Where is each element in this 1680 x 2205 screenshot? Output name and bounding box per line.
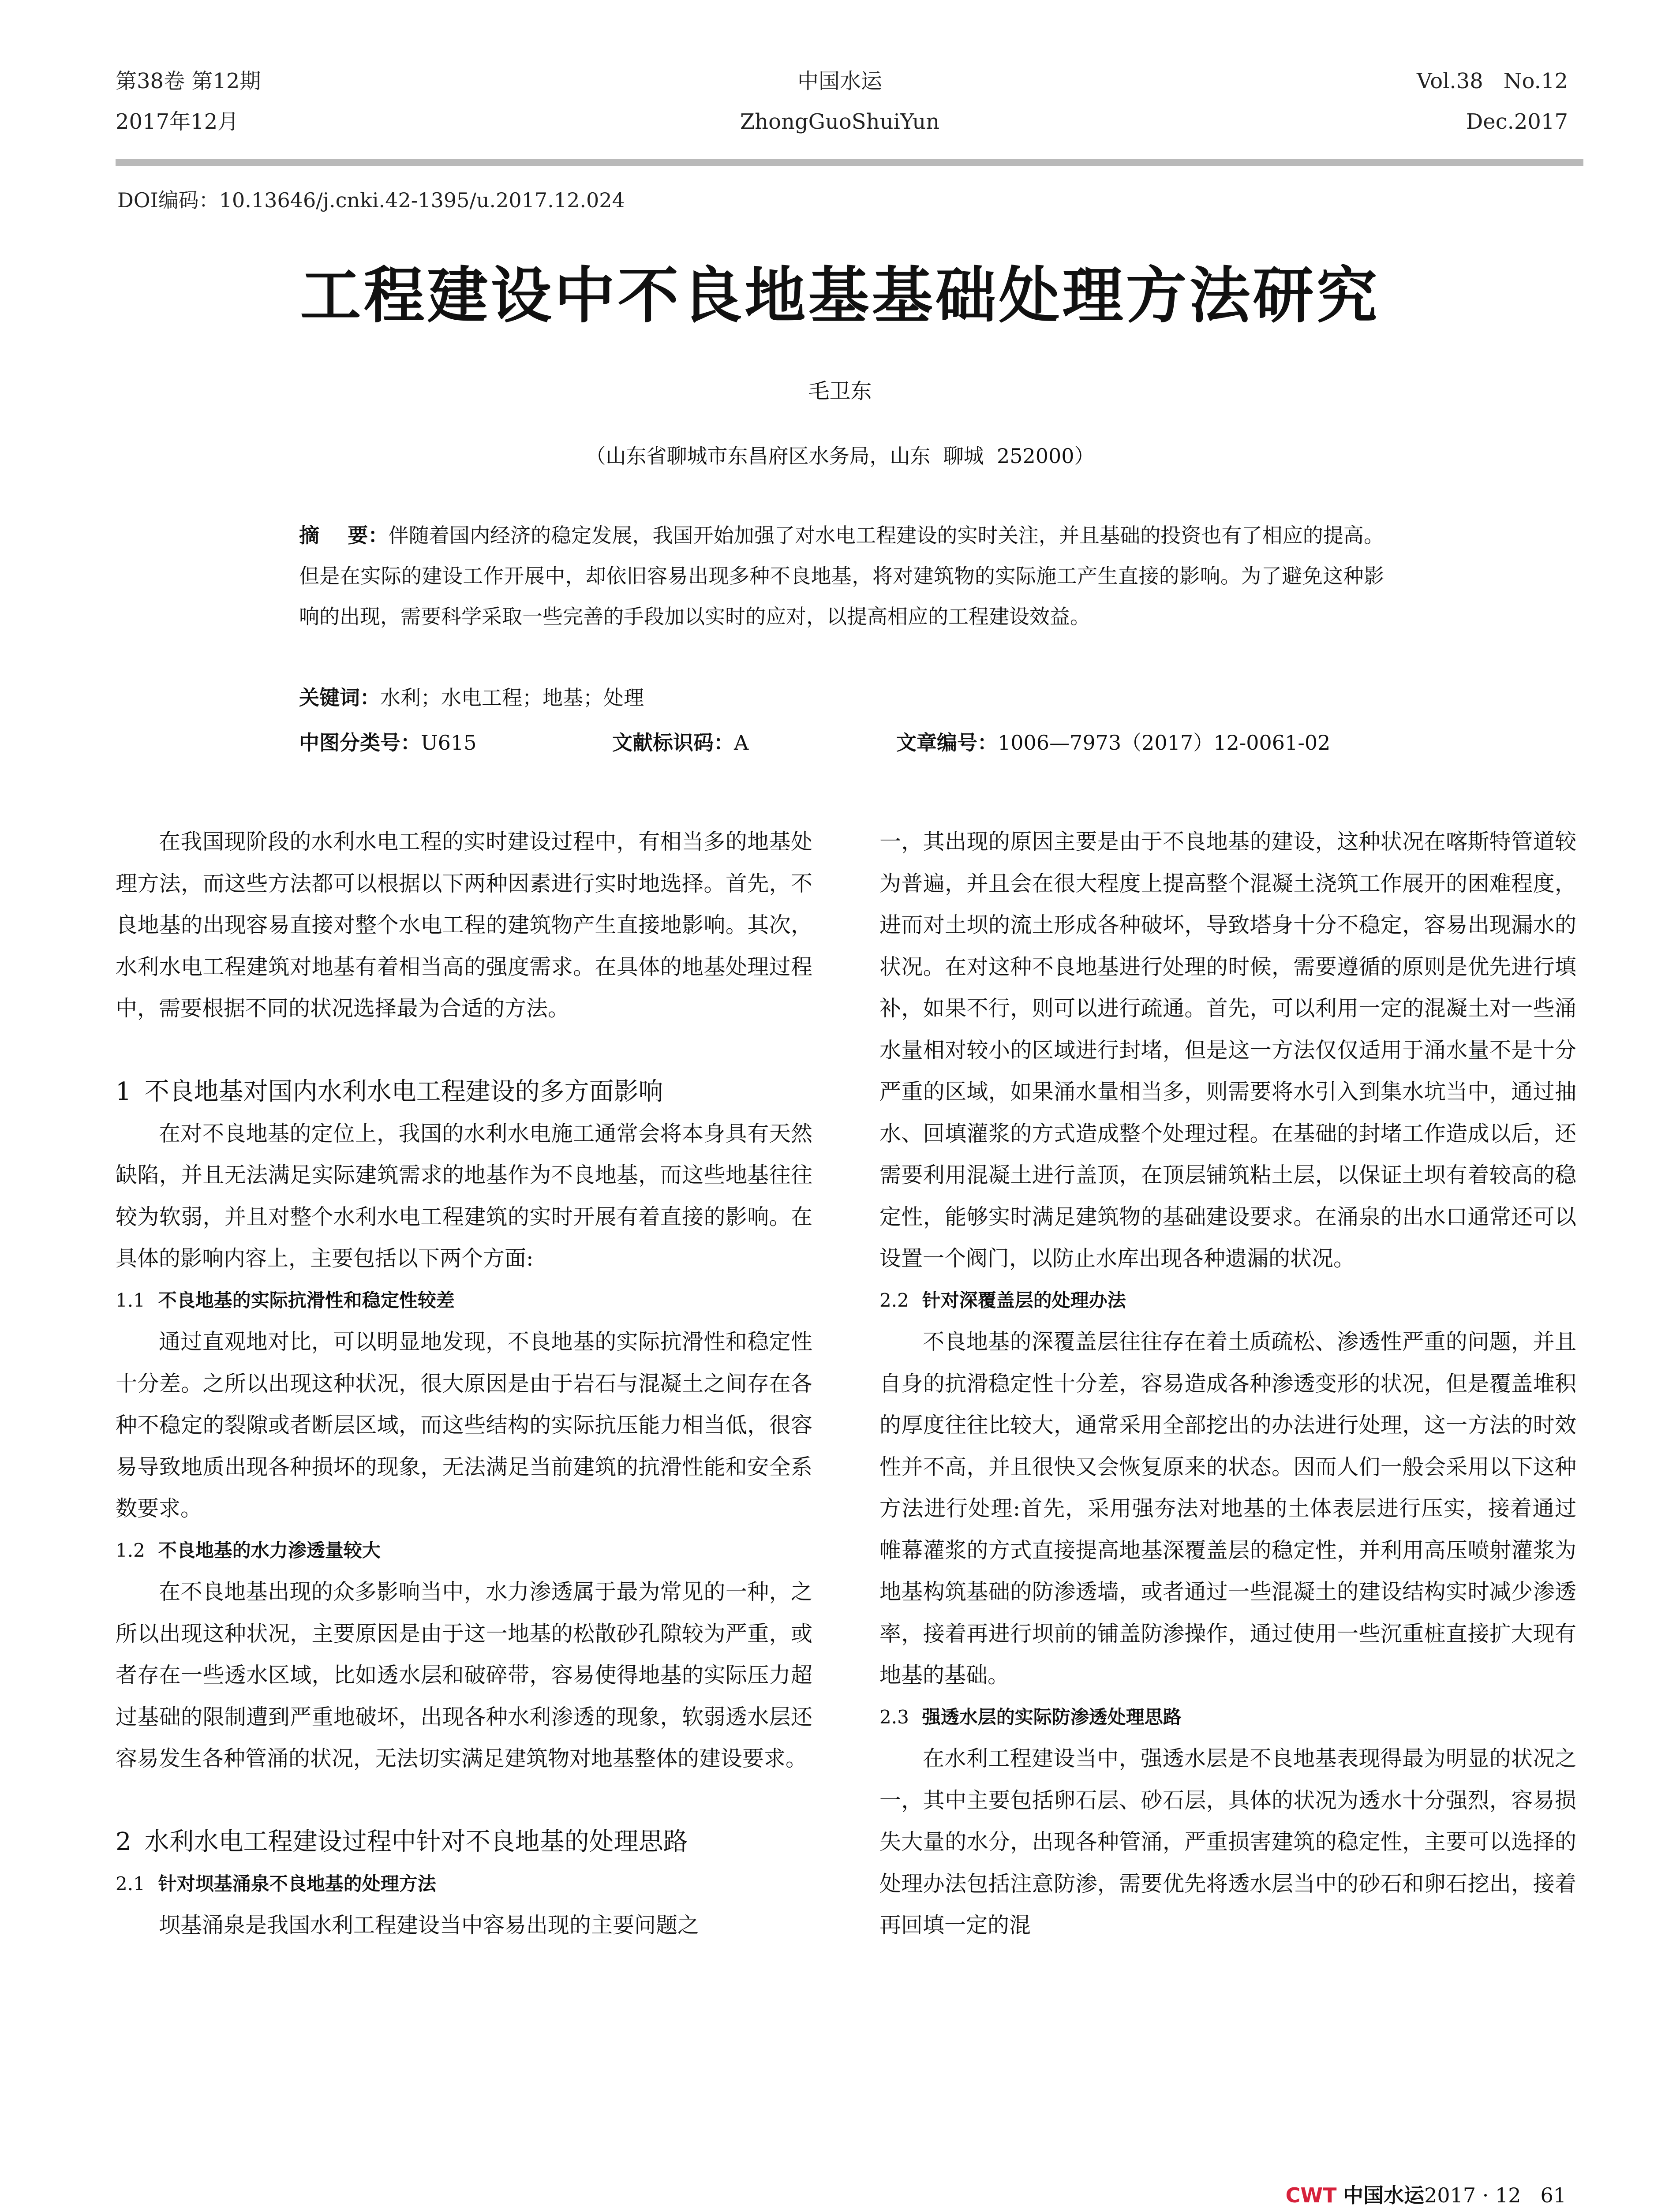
section-2-2-heading xyxy=(879,1280,1576,1322)
footer-issue: 2017 · 12 xyxy=(1424,2183,1521,2205)
page-number: 61 xyxy=(1540,2183,1566,2205)
header-date-cn: 2017年12月 xyxy=(116,109,239,134)
left-column xyxy=(116,821,812,1947)
author: 毛卫东 xyxy=(808,379,872,404)
section-1-title: 不良地基对国内水利水电工程建设的多方面影响 xyxy=(144,1077,663,1106)
header-journal-cn: 中国水运 xyxy=(797,69,883,93)
section-2-2-title: 针对深覆盖层的处理办法 xyxy=(922,1289,1126,1311)
section-2-title: 水利水电工程建设过程中针对不良地基的处理思路 xyxy=(144,1828,688,1856)
section-1-1-heading xyxy=(116,1280,812,1322)
section-2-1-title: 针对坝基涌泉不良地基的处理方法 xyxy=(158,1872,436,1895)
header-journal-pinyin: ZhongGuoShuiYun xyxy=(740,109,940,134)
section-2-1-paragraph-continued: 一，其出现的原因主要是由于不良地基的建设，这种状况在喀斯特管道较为普遍，并且会在很大程度上提高整个混凝土浇筑工作展开的困难程度，进而对土坝的流土形成各种破坏，导致塔身十分不稳定，容易出现漏水的状况。在对这种不良地基进行处理的时候，需要遵循的原则是优先进行填补，如果不行，则可以进行疏通。首先，可以利用一定的混凝土对一些涌水量相对较小的区域进行封堵，但是这一方法仅仅适用于涌水量不是十分严重的区域，如果涌水量相当多，则需要将水引入到集水坑当中，通过抽水、回填灌浆的方式造成整个处理过程。在基础的封堵工作造成以后，还需要利用混凝土进行盖顶，在顶层铺筑粘土层，以保证土坝有着较高的稳定性，能够实时满足建筑物的基础建设要求。在涌泉的出水口通常还可以设置一个阀门，以防止水库出现各种遗漏的状况。 xyxy=(879,829,1576,1271)
section-2-1-number: 2.1 xyxy=(116,1872,145,1895)
clc-number xyxy=(299,727,477,756)
header-volume-en: Vol.38 No.12 xyxy=(1416,69,1568,93)
section-1-2-heading xyxy=(116,1530,812,1572)
keywords xyxy=(299,682,644,711)
section-gap xyxy=(116,1780,812,1822)
abstract-label: 摘 要： xyxy=(299,523,389,547)
right-column xyxy=(879,821,1576,1947)
doi: DOI编码：10.13646/j.cnki.42-1395/u.2017.12.024 xyxy=(117,188,625,212)
header-volume-cn: 第38卷 第12期 xyxy=(116,69,261,93)
intro-paragraph: 在我国现阶段的水利水电工程的实时建设过程中，有相当多的地基处理方法，而这些方法都可以根据以下两种因素进行实时地选择。首先，不良地基的出现容易直接对整个水电工程的建筑物产生直接地影响。其次，水利水电工程建筑对地基有着相当高的强度需求。在具体的地基处理过程中，需要根据不同的状况选择最为合适的方法。 xyxy=(116,829,812,1021)
section-2-1-heading xyxy=(116,1863,812,1905)
section-2-1-paragraph-start: 坝基涌泉是我国水利工程建设当中容易出现的主要问题之 xyxy=(159,1913,700,1938)
keywords-text: 水利；水电工程；地基；处理 xyxy=(380,686,644,710)
header-rule xyxy=(116,159,1583,166)
clc-value: U615 xyxy=(421,731,477,755)
document-code xyxy=(612,727,748,756)
section-1-1-number: 1.1 xyxy=(116,1289,145,1311)
section-1-paragraph: 在对不良地基的定位上，我国的水利水电施工通常会将本身具有天然缺陷，并且无法满足实际建筑需求的地基作为不良地基，而这些地基往往较为软弱，并且对整个水利水电工程建筑的实时开展有着直接的影响。在具体的影响内容上，主要包括以下两个方面: xyxy=(116,1121,812,1271)
cwt-logo: CWT xyxy=(1285,2183,1337,2205)
doc-code-label: 文献标识码： xyxy=(612,731,734,755)
section-1-2-number: 1.2 xyxy=(116,1539,145,1561)
keywords-label: 关键词： xyxy=(299,686,380,710)
section-2-number: 2 xyxy=(116,1828,131,1856)
footer-journal: 中国水运 xyxy=(1343,2183,1425,2205)
section-1-1-paragraph: 通过直观地对比，可以明显地发现，不良地基的实际抗滑性和稳定性十分差。之所以出现这种状况，很大原因是由于岩石与混凝土之间存在各种不稳定的裂隙或者断层区域，而这些结构的实际抗压能力相当低，很容易导致地质出现各种损坏的现象，无法满足当前建筑的抗滑性能和安全系数要求。 xyxy=(116,1329,812,1521)
section-1-number: 1 xyxy=(116,1077,131,1106)
doc-code-value: A xyxy=(734,731,749,755)
article-no-value: 1006—7973（2017）12-0061-02 xyxy=(998,731,1331,755)
section-2-3-paragraph: 在水利工程建设当中，强透水层是不良地基表现得最为明显的状况之一，其中主要包括卵石层、砂石层，具体的状况为透水十分强烈，容易损失大量的水分，出现各种管涌，严重损害建筑的稳定性，主要可以选择的处理办法包括注意防渗，需要优先将透水层当中的砂石和卵石挖出，接着再回填一定的混 xyxy=(879,1746,1576,1938)
abstract xyxy=(299,515,1384,637)
article-number xyxy=(896,727,1330,756)
section-2-heading xyxy=(116,1821,812,1863)
section-1-2-title: 不良地基的水力渗透量较大 xyxy=(158,1539,381,1561)
abstract-text: 伴随着国内经济的稳定发展，我国开始加强了对水电工程建设的实时关注，并且基础的投资也有了相应的提高。但是在实际的建设工作开展中，却依旧容易出现多种不良地基，将对建筑物的实际施工产生直接的影响。为了避免这种影响的出现，需要科学采取一些完善的手段加以实时的应对，以提高相应的工程建设效益。 xyxy=(299,523,1384,628)
section-2-2-number: 2.2 xyxy=(879,1289,909,1311)
section-2-3-heading xyxy=(879,1697,1576,1738)
section-1-1-title: 不良地基的实际抗滑性和稳定性较差 xyxy=(158,1289,455,1311)
affiliation: （山东省聊城市东昌府区水务局，山东 聊城 252000） xyxy=(585,444,1095,468)
section-1-heading xyxy=(116,1071,812,1113)
section-gap xyxy=(116,1030,812,1072)
section-2-3-number: 2.3 xyxy=(879,1706,909,1728)
page-footer xyxy=(1286,2185,1566,2205)
article-no-label: 文章编号： xyxy=(896,731,998,755)
section-2-3-title: 强透水层的实际防渗透处理思路 xyxy=(922,1706,1182,1728)
page-title: 工程建设中不良地基基础处理方法研究 xyxy=(300,260,1380,331)
section-1-2-paragraph: 在不良地基出现的众多影响当中，水力渗透属于最为常见的一种，之所以出现这种状况，主要原因是由于这一地基的松散砂孔隙较为严重，或者存在一些透水区域，比如透水层和破碎带，容易使得地基的实际压力超过基础的限制遭到严重地破坏，出现各种水利渗透的现象，软弱透水层还容易发生各种管涌的状况，无法切实满足建筑物对地基整体的建设要求。 xyxy=(116,1579,812,1771)
section-2-2-paragraph: 不良地基的深覆盖层往往存在着土质疏松、渗透性严重的问题，并且自身的抗滑稳定性十分差，容易造成各种渗透变形的状况，但是覆盖堆积的厚度往往比较大，通常采用全部挖出的办法进行处理，这一方法的时效性并不高，并且很快又会恢复原来的状态。因而人们一般会采用以下这种方法进行处理:首先，采用强夯法对地基的土体表层进行压实，接着通过帷幕灌浆的方式直接提高地基深覆盖层的稳定性，并利用高压喷射灌浆为地基构筑基础的防渗透墙，或者通过一些混凝土的建设结构实时减少渗透率，接着再进行坝前的铺盖防渗操作，通过使用一些沉重桩直接扩大现有地基的基础。 xyxy=(879,1329,1576,1688)
clc-label: 中图分类号： xyxy=(299,731,421,755)
header-date-en: Dec.2017 xyxy=(1466,109,1568,134)
